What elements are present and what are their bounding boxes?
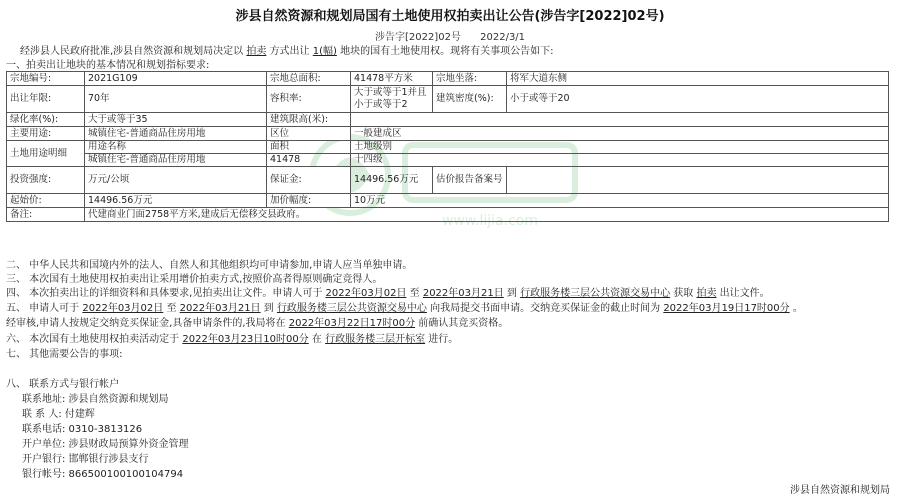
intro-text-2: 方式出让	[269, 46, 310, 57]
cell-value: 10万元	[351, 194, 889, 208]
cell-value: 万元/公顷	[85, 167, 267, 194]
section-3: 三、 本次国有土地使用权拍卖出让采用增价拍卖方式,按照价高者得原则确定竞得人。	[6, 274, 383, 285]
table-row	[7, 167, 889, 194]
cell-value: 大于或等于35	[85, 113, 267, 127]
cell-value: 小于或等于20	[507, 86, 889, 113]
cell-subheader: 用途名称	[85, 141, 267, 154]
cell-label: 宗地坐落:	[433, 72, 507, 86]
table-row	[7, 113, 889, 127]
doc-date: 2022/3/1	[480, 32, 526, 43]
intro-count: 1(幅)	[312, 46, 337, 57]
cell-value: 代建商业门面2758平方米,建成后无偿移交县政府。	[85, 208, 889, 222]
intro-text-3: 地块的国有土地使用权。现将有关事项公告如下:	[340, 46, 554, 57]
svg-text:www.lijia.com: www.lijia.com	[441, 213, 539, 229]
cell-value: 14496.56万元	[351, 167, 433, 194]
s4-end-date: 2022年03月21日	[422, 288, 504, 299]
contact-account-number: 银行帐号: 866500100100104794	[22, 469, 184, 480]
cell-value: 一般建成区	[351, 127, 889, 141]
contact-heading: 八、 联系方式与银行帐户	[6, 379, 120, 390]
s5-text: 至	[166, 303, 177, 314]
cell-label: 保证金:	[267, 167, 351, 194]
s5b-text: 经审核,申请人按规定交纳竞买保证金,具备申请条件的,我局将在	[6, 318, 286, 329]
cell-label: 区位	[267, 127, 351, 141]
cell-value: 2021G109	[85, 72, 267, 86]
cell-label: 起始价:	[7, 194, 85, 208]
s4-text: 到	[506, 288, 517, 299]
cell-value: 将军大道东侧	[507, 72, 889, 86]
s5-start-date: 2022年03月02日	[82, 303, 164, 314]
s4-method: 拍卖	[696, 288, 717, 299]
s5-deadline: 2022年03月19日17时00分	[663, 303, 790, 314]
cell-value: 城镇住宅-普通商品住房用地	[85, 127, 267, 141]
cell-value: 41478平方米	[351, 72, 433, 86]
contact-bank: 开户银行: 邯郸银行涉县支行	[22, 454, 149, 465]
table-row	[7, 208, 889, 222]
s5b-text: 前确认其竞买资格。	[418, 318, 509, 329]
table-row	[7, 127, 889, 141]
cell-value: 十四级	[351, 154, 889, 167]
section-5-continued	[6, 314, 508, 329]
table-row	[7, 72, 889, 86]
footer-issuer: 涉县自然资源和规划局	[790, 485, 890, 496]
intro-paragraph	[20, 42, 553, 57]
cell-label: 建筑密度(%):	[433, 86, 507, 113]
section-2: 二、 中华人民共和国境内外的法人、自然人和其他组织均可申请参加,申请人应当单独申请。	[6, 260, 413, 271]
cell-subheader: 土地级别	[351, 141, 889, 154]
intro-text-1: 经涉县人民政府批准,涉县自然资源和规划局决定以	[20, 46, 244, 57]
s6-text: 在	[311, 334, 322, 345]
table-row	[7, 141, 889, 154]
doc-number: 涉告字[2022]02号	[374, 32, 461, 43]
s6-place: 行政服务楼三层开标室	[325, 334, 426, 345]
s6-date: 2022年03月23日10时00分	[182, 334, 309, 345]
s5-text: 到	[263, 303, 274, 314]
table-row	[7, 194, 889, 208]
s5-end-date: 2022年03月21日	[179, 303, 261, 314]
cell-label: 投资强度:	[7, 167, 85, 194]
cell-label: 建筑限高(米):	[267, 113, 351, 127]
cell-label: 土地用途明细	[7, 141, 85, 167]
cell-label: 出让年限:	[7, 86, 85, 113]
cell-value	[351, 113, 889, 127]
s4-text: 获取	[673, 288, 694, 299]
cell-value: 14496.56万元	[85, 194, 267, 208]
section-7: 七、 其他需要公告的事项:	[6, 349, 123, 360]
contact-phone: 联系电话: 0310-3813126	[22, 424, 143, 435]
s4-start-date: 2022年03月02日	[325, 288, 407, 299]
cell-value: 大于或等于1并且小于或等于2	[351, 86, 433, 113]
section-4	[6, 284, 770, 299]
cell-value: 41478	[267, 154, 351, 167]
contact-account-unit: 开户单位: 涉县财政局预算外资金管理	[22, 439, 189, 450]
s4-text: 四、 本次拍卖出让的详细资料和具体要求,见拍卖出让文件。申请人可于	[6, 288, 323, 299]
intro-method: 拍卖	[246, 46, 267, 57]
cell-label: 加价幅度:	[267, 194, 351, 208]
section-5	[6, 299, 803, 314]
cell-label: 估价报告备案号	[433, 167, 507, 194]
table-row	[7, 86, 889, 113]
s4-text: 至	[409, 288, 420, 299]
cell-label: 宗地编号:	[7, 72, 85, 86]
cell-value	[507, 167, 889, 194]
s6-text: 进行。	[428, 334, 459, 345]
land-info-table	[6, 71, 889, 222]
doc-number-line	[0, 28, 900, 43]
contact-person: 联 系 人: 付建辉	[22, 409, 95, 420]
cell-label: 主要用途:	[7, 127, 85, 141]
cell-value: 70年	[85, 86, 267, 113]
s4-place: 行政服务楼三层公共资源交易中心	[520, 288, 671, 299]
s5-text: 五、 申请人可于	[6, 303, 80, 314]
cell-value: 城镇住宅-普通商品住房用地	[85, 154, 267, 167]
s5-text: 向我局提交书面申请。交纳竞买保证金的截止时间为	[430, 303, 661, 314]
s4-text: 出让文件。	[719, 288, 770, 299]
s6-text: 六、 本次国有土地使用权拍卖活动定于	[6, 334, 180, 345]
page-title: 涉县自然资源和规划局国有土地使用权拍卖出让公告(涉告字[2022]02号)	[235, 9, 665, 24]
table-row	[7, 154, 889, 167]
section-6	[6, 330, 458, 345]
cell-label: 容积率:	[267, 86, 351, 113]
contact-address: 联系地址: 涉县自然资源和规划局	[22, 394, 169, 405]
section-1-heading: 一、拍卖出让地块的基本情况和规划指标要求:	[6, 60, 210, 71]
cell-label: 绿化率(%):	[7, 113, 85, 127]
s5b-date: 2022年03月22日17时00分	[288, 318, 416, 329]
s5-place: 行政服务楼三层公共资源交易中心	[276, 303, 427, 314]
cell-label: 备注:	[7, 208, 85, 222]
s5-text: 。	[792, 303, 803, 314]
cell-label: 宗地总面积:	[267, 72, 351, 86]
cell-subheader: 面积	[267, 141, 351, 154]
